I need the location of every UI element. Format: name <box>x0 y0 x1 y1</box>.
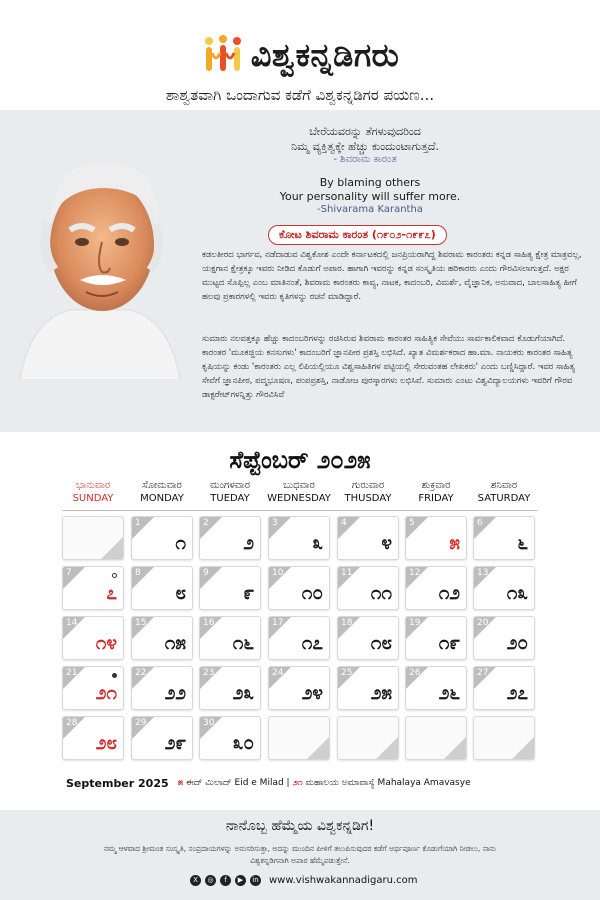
day-number-small: 2 <box>203 518 209 528</box>
portrait-illustration <box>10 150 185 380</box>
calendar <box>0 432 600 810</box>
quote-english-author: -Shivarama Karantha <box>317 204 423 215</box>
bio-paragraph-1: ಕಡಲತೀರದ ಭಾರ್ಗವ, ನಡೆದಾಡುವ ವಿಶ್ವಕೋಶ ಎಂದೇ ಕರ್ನಾಟಕದಲ್ಲಿ ಜನಪ್ರಿಯರಾಗಿದ್ದ ಶಿವರಾಮ ಕಾರಂತರು ಕನ್ನಡ ಸಾಹಿತ್ಯ ಕ್ಷೇತ್ರ ಮಾತ್ರವಲ್ಲ, ಯಕ್ಷಗಾನ ಕ್ಷೇತ್ರಕ್ಕೂ ಇವರು ನೀಡಿದ ಕೊಡುಗೆ ಅಪಾರ. ಹಾಗಾಗಿ ಇವರನ್ನು ಕನ್ನಡ ಸಂಸ್ಕೃತಿಯ ಹರಿಕಾರರು ಎಂದು ಗೌರವಿಸಲಾಗುತ್ತದೆ. ಅಕ್ಷರ ಮುಟ್ಟದ ಸೊಪ್ಪಿಲ್ಲ ಎಂಬ ಮಾತಿನಂತೆ, ಶಿವರಾಮ ಕಾರಂತರು ಕಾವ್ಯ, ನಾಟಕ, ಕಾದಂಬರಿ, ವಿಮರ್ಶೆ, ವೈಜ್ಞಾನಿಕ, ಅನುವಾದ, ಬಾಲಸಾಹಿತ್ಯ ಹೀಗೆ ಹಲವು ಪ್ರಕಾರಗಳಲ್ಲಿ ಇವರು ಕೃತಿಗಳನ್ನು ರಚನೆ ಮಾಡಿದ್ದಾರೆ. <box>202 250 582 302</box>
day-number-small: 13 <box>477 568 489 578</box>
brand-name: ವಿಶ್ವಕನ್ನಡಿಗರು <box>250 35 400 74</box>
day-number-kannada: ೩ <box>312 532 323 554</box>
weekday-divider <box>62 510 538 511</box>
x-icon[interactable]: X <box>190 875 201 886</box>
weekday-kannada-label: ಮಂಗಳವಾರ <box>209 480 251 491</box>
calendar-day-28[interactable] <box>62 716 124 760</box>
day-number-small: 16 <box>203 618 215 628</box>
page-curl-icon <box>512 737 534 759</box>
month-title: ಸೆಪ್ಟೆಂಬರ್ ೨೦೨೫ <box>229 446 371 474</box>
weekday-kannada-label: ಶುಕ್ರವಾರ <box>421 480 451 491</box>
new-moon-icon <box>112 673 117 678</box>
weekday-english-label: THUSDAY <box>344 493 392 504</box>
calendar-day-21[interactable] <box>62 666 124 710</box>
calendar-day-25[interactable] <box>337 666 399 710</box>
day-number-small: 30 <box>203 718 215 728</box>
social-links <box>190 872 417 888</box>
legend-1-mark: ೫ <box>178 778 184 788</box>
day-number-kannada: ೧ <box>175 532 186 554</box>
website-link[interactable]: www.vishwakannadigaru.com <box>269 874 418 886</box>
calendar-day-4[interactable] <box>337 516 399 560</box>
weekday-english-label: SATURDAY <box>477 493 531 504</box>
weekday-kannada-label: ಬುಧವಾರ <box>283 480 315 491</box>
day-number-kannada: ೫ <box>449 532 460 554</box>
linkedin-icon[interactable]: in <box>250 875 261 886</box>
day-number-kannada: ೨೨ <box>164 682 186 704</box>
day-number-small: 29 <box>135 718 147 728</box>
legend-2-text: ಮಹಾಲಯ ಅಮಾವಾಸ್ಯೆ Mahalaya Amavasye <box>302 778 471 788</box>
footer-note: ನಮ್ಮ ಆಳವಾದ ಶ್ರೀಮಂತ ಸಂಸ್ಕೃತಿ, ಸಂಪ್ರದಾಯಗಳನ್ನು ಅನುಸರಿಸುತ್ತಾ, ಅದನ್ನು ಮುಂದಿನ ಪೀಳಿಗೆ ತಲುಪಿಸುವುದರ ಕಡೆಗೆ ಅರ್ಥಪೂರ್ಣ ಕೊಡುಗೆಯಾಗಿ ನೀಡಲು, ನಾನು ವಿಶ್ವಕನ್ನಡಿಗನಾಗಿ ಅಪಾರ ಹೆಮ್ಮೆಪಡುತ್ತೇನೆ. <box>103 844 497 865</box>
day-number-kannada: ೬ <box>517 532 528 554</box>
day-number-small: 1 <box>135 518 141 528</box>
day-number-kannada: ೧೨ <box>438 582 460 604</box>
quote-kannada-line1: ಬೇರೆಯವರನ್ನು ತೆಗಳುವುದರಿಂದ <box>309 125 421 138</box>
weekday-kannada-label: ಭಾನುವಾರ <box>75 480 111 491</box>
day-number-small: 26 <box>409 668 421 678</box>
calendar-day-27[interactable] <box>473 666 535 710</box>
day-number-small: 10 <box>272 568 284 578</box>
calendar-day-2[interactable] <box>199 516 261 560</box>
day-number-small: 25 <box>341 668 353 678</box>
logo-mark-icon <box>201 35 245 75</box>
day-number-kannada: ೨೬ <box>438 682 460 704</box>
day-number-kannada: ೨೫ <box>370 682 392 704</box>
day-number-small: 14 <box>66 618 78 628</box>
day-number-small: 6 <box>477 518 483 528</box>
calendar-day-19[interactable] <box>405 616 467 660</box>
calendar-day-empty <box>405 716 467 760</box>
day-number-kannada: ೧೮ <box>370 632 392 654</box>
calendar-day-11[interactable] <box>337 566 399 610</box>
legend-2-mark: ೨೧ <box>292 778 303 788</box>
calendar-day-3[interactable] <box>268 516 330 560</box>
calendar-day-22[interactable] <box>131 666 193 710</box>
day-number-kannada: ೨೦ <box>506 632 528 654</box>
calendar-day-16[interactable] <box>199 616 261 660</box>
name-badge: ಕೋಟ ಶಿವರಾಮ ಕಾರಂತ (೧೯೦೨-೧೯೯೭) <box>268 225 447 245</box>
day-number-small: 19 <box>409 618 421 628</box>
day-number-small: 18 <box>341 618 353 628</box>
weekday-kannada-label: ಗುರುವಾರ <box>351 480 385 491</box>
facebook-icon[interactable]: f <box>220 875 231 886</box>
day-number-small: 3 <box>272 518 278 528</box>
day-number-small: 22 <box>135 668 147 678</box>
bio-paragraph-2: ಸುಮಾರು ನಲವತ್ತಕ್ಕೂ ಹೆಚ್ಚು ಕಾದಂಬರಿಗಳನ್ನು ರಚಿಸಿರುವ ಶಿವರಾಮ ಕಾರಂತರ ಸಾಹಿತ್ಯಿಕ ಸೇವೆಯು ಸಾರ್ವಕಾಲಿಕವಾದ ಕೊಡುಗೆಯಾಗಿದೆ. ಕಾರಂತರ 'ಮೂಕಜ್ಜಿಯ ಕನಸುಗಳು' ಕಾದಂಬರಿಗೆ ಜ್ಞಾನಪೀಠ ಪ್ರಶಸ್ತಿ ಲಭಿಸಿದೆ. ಖ್ಯಾತ ವಿಮರ್ಶಕರಾದ ಹಾ.ಮಾ. ನಾಯಕರು ಕಾರಂತರ ಸಾಹಿತ್ಯ ಕೃಷಿಯನ್ನು ಕಂಡು 'ಕಾರಂತರು ಎಲ್ಲ ಲಿಪಿಯಲ್ಲಿಯೂ ವಿಶ್ವಸಾಹಿತಿಗಳ ಪಟ್ಟಿಯಲ್ಲಿ ಸೇರುವಂತಹ ಲೇಖಕರು' ಎಂದು ಬಣ್ಣಿಸಿದ್ದಾರೆ. ಇವರ ಸಾಹಿತ್ಯ ಸೇವೆಗೆ ಜ್ಞಾನಪೀಠ, ಪದ್ಮಭೂಷಣ, ಪಂಪಪ್ರಶಸ್ತಿ, ನಾಡೋಜ ಪುರಸ್ಕಾರಗಳು ಲಭಿಸಿವೆ. ಸುಮಾರು ಎಂಟು ವಿಶ್ವವಿದ್ಯಾಲಯಗಳು ಇವರಿಗೆ ಗೌರವ ಡಾಕ್ಟರೇಟ್‌ಗಳನ್ನಿತ್ತು ಗೌರವಿಸಿವೆ <box>202 334 576 400</box>
page-curl-icon <box>444 737 466 759</box>
footer-month-label: September 2025 <box>66 777 169 790</box>
day-number-kannada: ೨೧ <box>95 682 117 704</box>
header <box>0 0 600 110</box>
calendar-day-12[interactable] <box>405 566 467 610</box>
quote-kannada <box>240 124 490 154</box>
calendar-day-30[interactable] <box>199 716 261 760</box>
calendar-day-17[interactable] <box>268 616 330 660</box>
calendar-day-7[interactable] <box>62 566 124 610</box>
day-number-kannada: ೧೧ <box>370 582 392 604</box>
day-number-kannada: ೨೯ <box>164 732 186 754</box>
quote-english-line1: By blaming others <box>319 176 421 189</box>
day-number-kannada: ೮ <box>175 582 186 604</box>
day-number-small: 28 <box>66 718 78 728</box>
calendar-day-5[interactable] <box>405 516 467 560</box>
weekday-english-label: FRIDAY <box>418 493 454 504</box>
page-curl-icon <box>101 537 123 559</box>
calendar-day-23[interactable] <box>199 666 261 710</box>
logo[interactable] <box>0 30 600 80</box>
slogan: ನಾನೊಬ್ಬ ಹೆಮ್ಮೆಯ ವಿಶ್ವಕನ್ನಡಿಗ! <box>225 818 375 834</box>
day-number-kannada: ೨ <box>243 532 254 554</box>
quote-kannada-line2: ನಿಮ್ಮ ವ್ಯಕ್ತಿತ್ವಕ್ಕೇ ಹೆಚ್ಚು ಕುಂದುಂಟಾಗುತ್ತದೆ. <box>291 140 439 153</box>
day-number-kannada: ೨೭ <box>506 682 528 704</box>
quote-panel <box>0 110 600 432</box>
instagram-icon[interactable]: ◎ <box>205 875 216 886</box>
calendar-day-13[interactable] <box>473 566 535 610</box>
legend-separator: | <box>283 778 293 788</box>
calendar-day-24[interactable] <box>268 666 330 710</box>
tagline: ಶಾಶ್ವತವಾಗಿ ಒಂದಾಗುವ ಕಡೆಗೆ ವಿಶ್ವಕನ್ನಡಿಗರ ಪಯಣ... <box>165 86 435 104</box>
weekday-kannada-label: ಶನಿವಾರ <box>490 480 518 491</box>
day-number-small: 21 <box>66 668 78 678</box>
full-moon-icon <box>112 573 117 578</box>
day-number-kannada: ೧೪ <box>95 632 117 654</box>
calendar-day-6[interactable] <box>473 516 535 560</box>
calendar-day-1[interactable] <box>131 516 193 560</box>
holiday-legend <box>178 778 471 788</box>
day-number-small: 15 <box>135 618 147 628</box>
calendar-day-empty <box>268 716 330 760</box>
day-number-small: 11 <box>341 568 353 578</box>
day-number-kannada: ೪ <box>381 532 392 554</box>
footer <box>0 810 600 900</box>
quote-kannada-author: - ಶಿವರಾಮ ಕಾರಂತ <box>333 154 397 165</box>
day-number-small: 9 <box>203 568 209 578</box>
day-number-small: 4 <box>341 518 347 528</box>
weekday-saturday <box>463 480 545 504</box>
calendar-day-empty <box>337 716 399 760</box>
calendar-day-empty <box>473 716 535 760</box>
day-number-small: 20 <box>477 618 489 628</box>
weekday-english-label: WEDNESDAY <box>267 493 331 504</box>
day-number-small: 5 <box>409 518 415 528</box>
day-number-kannada: ೧೩ <box>506 582 528 604</box>
day-number-kannada: ೧೫ <box>164 632 186 654</box>
calendar-day-8[interactable] <box>131 566 193 610</box>
calendar-day-9[interactable] <box>199 566 261 610</box>
day-number-small: 24 <box>272 668 284 678</box>
day-number-kannada: ೭ <box>106 582 117 604</box>
day-number-small: 12 <box>409 568 421 578</box>
weekday-english-label: SUNDAY <box>72 493 114 504</box>
calendar-day-14[interactable] <box>62 616 124 660</box>
weekday-english-label: TUEDAY <box>210 493 250 504</box>
day-number-kannada: ೨೩ <box>232 682 254 704</box>
weekday-kannada-label: ಸೋಮವಾರ <box>142 480 182 491</box>
day-number-kannada: ೧೭ <box>301 632 323 654</box>
day-number-kannada: ೧೬ <box>232 632 254 654</box>
day-number-kannada: ೯ <box>243 582 254 604</box>
day-number-kannada: ೧೯ <box>438 632 460 654</box>
day-number-kannada: ೩೦ <box>232 732 254 754</box>
page-curl-icon <box>307 737 329 759</box>
day-number-small: 7 <box>66 568 72 578</box>
calendar-day-20[interactable] <box>473 616 535 660</box>
day-number-small: 17 <box>272 618 284 628</box>
day-number-small: 8 <box>135 568 141 578</box>
day-number-small: 27 <box>477 668 489 678</box>
calendar-day-10[interactable] <box>268 566 330 610</box>
day-number-kannada: ೨೪ <box>301 682 323 704</box>
youtube-icon[interactable]: ▶ <box>235 875 246 886</box>
calendar-day-15[interactable] <box>131 616 193 660</box>
legend-1-text: ಈದ್ ಮಿಲಾದ್ Eid e Milad <box>183 778 284 788</box>
calendar-day-empty <box>62 516 124 560</box>
day-number-kannada: ೨೮ <box>95 732 117 754</box>
quote-english-line2: Your personality will suffer more. <box>279 190 461 203</box>
page-curl-icon <box>376 737 398 759</box>
social-icon-list <box>190 875 265 886</box>
quote-english <box>250 176 490 204</box>
calendar-day-26[interactable] <box>405 666 467 710</box>
calendar-day-18[interactable] <box>337 616 399 660</box>
day-number-kannada: ೧೦ <box>301 582 323 604</box>
weekday-english-label: MONDAY <box>140 493 184 504</box>
calendar-day-29[interactable] <box>131 716 193 760</box>
day-number-small: 23 <box>203 668 215 678</box>
